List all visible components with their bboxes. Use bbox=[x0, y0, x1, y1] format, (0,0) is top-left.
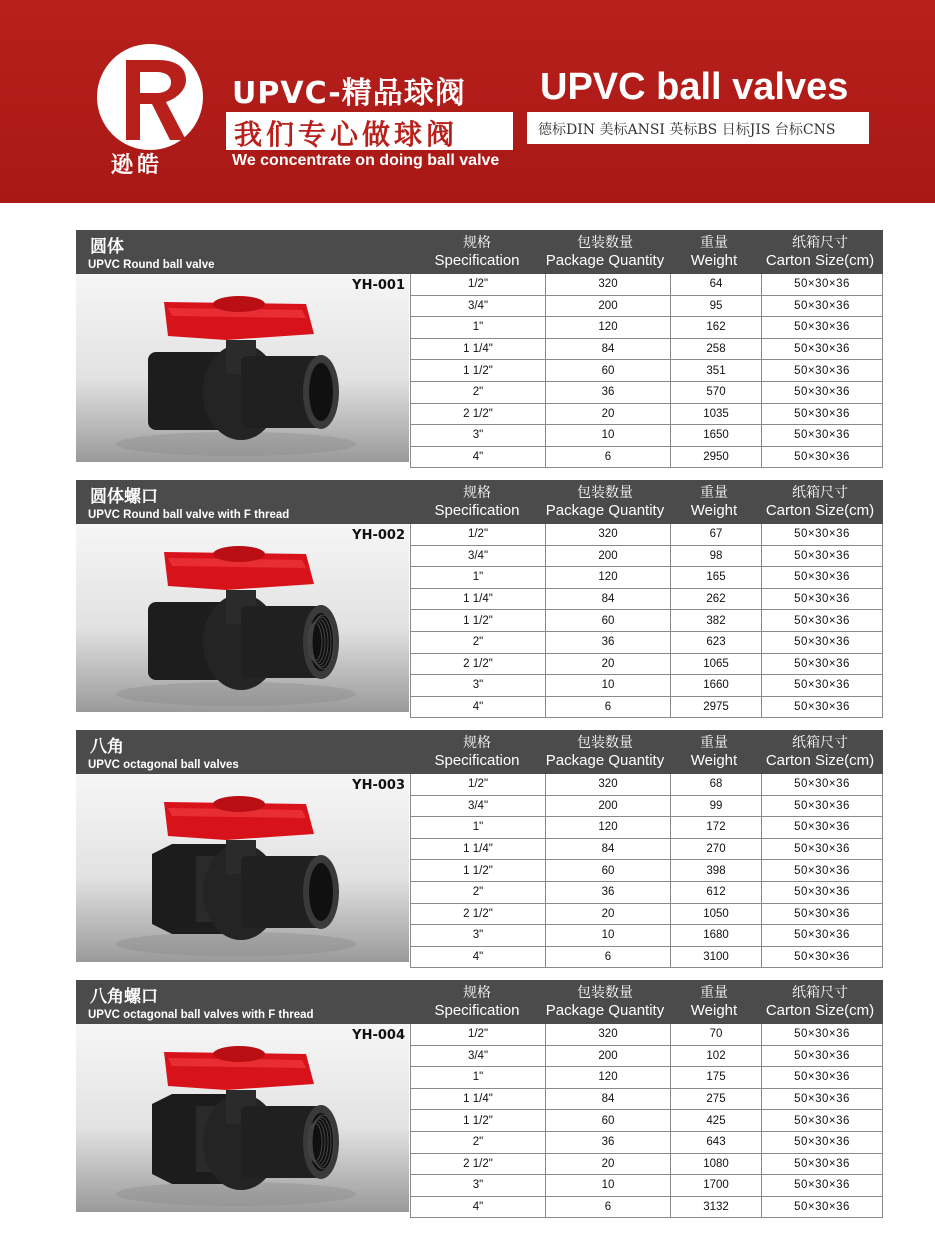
section-header bbox=[76, 230, 883, 274]
table-row bbox=[411, 360, 883, 382]
table-row bbox=[411, 1067, 883, 1089]
carton-cell: 50×30×36 bbox=[762, 817, 883, 839]
quantity-cell: 120 bbox=[546, 567, 671, 589]
quantity-cell: 200 bbox=[546, 295, 671, 317]
product-section-yh-004 bbox=[76, 980, 883, 1214]
table-row bbox=[411, 903, 883, 925]
weight-cell: 382 bbox=[671, 610, 762, 632]
quantity-cell: 120 bbox=[546, 1067, 671, 1089]
section-title-en: UPVC Round ball valve with F thread bbox=[88, 509, 290, 521]
weight-cell: 64 bbox=[671, 274, 762, 295]
table-row bbox=[411, 403, 883, 425]
carton-cell: 50×30×36 bbox=[762, 425, 883, 447]
product-section-yh-002 bbox=[76, 480, 883, 714]
brand-name: 逊皓 bbox=[111, 153, 164, 178]
size-cell: 1 1/2" bbox=[411, 610, 546, 632]
column-header-specification: 规格 Specification bbox=[434, 485, 520, 519]
table-row bbox=[411, 524, 883, 545]
carton-cell: 50×30×36 bbox=[762, 1175, 883, 1197]
size-cell: 4" bbox=[411, 446, 546, 468]
table-row bbox=[411, 653, 883, 675]
spec-table bbox=[410, 524, 883, 718]
size-cell: 4" bbox=[411, 1196, 546, 1218]
weight-cell: 1050 bbox=[671, 903, 762, 925]
quantity-cell: 200 bbox=[546, 545, 671, 567]
quantity-cell: 10 bbox=[546, 925, 671, 947]
section-title-cn: 八角螺口 bbox=[90, 987, 158, 1007]
table-row bbox=[411, 1196, 883, 1218]
size-cell: 3" bbox=[411, 425, 546, 447]
table-row bbox=[411, 881, 883, 903]
carton-cell: 50×30×36 bbox=[762, 274, 883, 295]
standards-text: 德标DIN 美标ANSI 英标BS 日标JIS 台标CNS bbox=[538, 122, 836, 138]
section-title-cn: 圆体 bbox=[90, 237, 124, 257]
carton-cell: 50×30×36 bbox=[762, 360, 883, 382]
weight-cell: 3132 bbox=[671, 1196, 762, 1218]
quantity-cell: 60 bbox=[546, 860, 671, 882]
carton-cell: 50×30×36 bbox=[762, 317, 883, 339]
size-cell: 1" bbox=[411, 567, 546, 589]
weight-cell: 175 bbox=[671, 1067, 762, 1089]
column-header-specification: 规格 Specification bbox=[434, 985, 520, 1019]
carton-cell: 50×30×36 bbox=[762, 446, 883, 468]
carton-cell: 50×30×36 bbox=[762, 1024, 883, 1045]
table-row bbox=[411, 795, 883, 817]
size-cell: 1/2" bbox=[411, 274, 546, 295]
column-header-carton: 纸箱尺寸 Carton Size(cm) bbox=[765, 485, 875, 519]
quantity-cell: 120 bbox=[546, 317, 671, 339]
weight-cell: 1700 bbox=[671, 1175, 762, 1197]
section-title-cn: 八角 bbox=[90, 737, 124, 757]
carton-cell: 50×30×36 bbox=[762, 860, 883, 882]
carton-cell: 50×30×36 bbox=[762, 545, 883, 567]
table-row bbox=[411, 317, 883, 339]
page-title-cn: UPVC-精品球阀 bbox=[232, 76, 466, 111]
quantity-cell: 20 bbox=[546, 403, 671, 425]
section-header bbox=[76, 980, 883, 1024]
quantity-cell: 120 bbox=[546, 817, 671, 839]
column-header-weight: 重量 Weight bbox=[690, 985, 738, 1019]
size-cell: 1 1/4" bbox=[411, 338, 546, 360]
table-row bbox=[411, 1153, 883, 1175]
size-cell: 3/4" bbox=[411, 295, 546, 317]
column-header-quantity: 包装数量 Package Quantity bbox=[545, 235, 665, 269]
quantity-cell: 320 bbox=[546, 524, 671, 545]
weight-cell: 643 bbox=[671, 1131, 762, 1153]
product-photo bbox=[76, 274, 409, 462]
product-section-yh-001 bbox=[76, 230, 883, 464]
section-header bbox=[76, 480, 883, 524]
table-row bbox=[411, 567, 883, 589]
table-row bbox=[411, 588, 883, 610]
quantity-cell: 10 bbox=[546, 425, 671, 447]
weight-cell: 99 bbox=[671, 795, 762, 817]
quantity-cell: 320 bbox=[546, 1024, 671, 1045]
weight-cell: 612 bbox=[671, 881, 762, 903]
weight-cell: 1065 bbox=[671, 653, 762, 675]
weight-cell: 172 bbox=[671, 817, 762, 839]
quantity-cell: 20 bbox=[546, 653, 671, 675]
table-row bbox=[411, 817, 883, 839]
carton-cell: 50×30×36 bbox=[762, 588, 883, 610]
quantity-cell: 10 bbox=[546, 1175, 671, 1197]
carton-cell: 50×30×36 bbox=[762, 403, 883, 425]
section-title-en: UPVC octagonal ball valves with F thread bbox=[88, 1009, 314, 1021]
carton-cell: 50×30×36 bbox=[762, 881, 883, 903]
model-number: YH-002 bbox=[352, 528, 405, 543]
size-cell: 1 1/2" bbox=[411, 360, 546, 382]
weight-cell: 425 bbox=[671, 1110, 762, 1132]
size-cell: 2" bbox=[411, 631, 546, 653]
model-number: YH-004 bbox=[352, 1028, 405, 1043]
table-row bbox=[411, 446, 883, 468]
size-cell: 2 1/2" bbox=[411, 653, 546, 675]
quantity-cell: 36 bbox=[546, 381, 671, 403]
carton-cell: 50×30×36 bbox=[762, 381, 883, 403]
column-header-quantity: 包装数量 Package Quantity bbox=[545, 735, 665, 769]
carton-cell: 50×30×36 bbox=[762, 696, 883, 718]
header-banner bbox=[0, 0, 935, 203]
size-cell: 4" bbox=[411, 946, 546, 968]
size-cell: 1" bbox=[411, 817, 546, 839]
weight-cell: 262 bbox=[671, 588, 762, 610]
product-photo bbox=[76, 1024, 409, 1212]
weight-cell: 165 bbox=[671, 567, 762, 589]
weight-cell: 1680 bbox=[671, 925, 762, 947]
quantity-cell: 36 bbox=[546, 881, 671, 903]
carton-cell: 50×30×36 bbox=[762, 524, 883, 545]
size-cell: 3/4" bbox=[411, 795, 546, 817]
weight-cell: 2950 bbox=[671, 446, 762, 468]
size-cell: 1/2" bbox=[411, 524, 546, 545]
ball-valve-icon bbox=[76, 1024, 409, 1212]
carton-cell: 50×30×36 bbox=[762, 610, 883, 632]
table-row bbox=[411, 295, 883, 317]
size-cell: 2" bbox=[411, 881, 546, 903]
table-row bbox=[411, 425, 883, 447]
carton-cell: 50×30×36 bbox=[762, 1153, 883, 1175]
table-row bbox=[411, 1110, 883, 1132]
quantity-cell: 36 bbox=[546, 631, 671, 653]
column-header-weight: 重量 Weight bbox=[690, 735, 738, 769]
quantity-cell: 60 bbox=[546, 1110, 671, 1132]
size-cell: 2" bbox=[411, 1131, 546, 1153]
table-row bbox=[411, 1131, 883, 1153]
spec-table bbox=[410, 774, 883, 968]
table-row bbox=[411, 381, 883, 403]
table-row bbox=[411, 274, 883, 295]
quantity-cell: 36 bbox=[546, 1131, 671, 1153]
quantity-cell: 84 bbox=[546, 1088, 671, 1110]
size-cell: 1 1/4" bbox=[411, 838, 546, 860]
slogan-en: We concentrate on doing ball valve bbox=[232, 152, 500, 169]
weight-cell: 98 bbox=[671, 545, 762, 567]
size-cell: 1" bbox=[411, 1067, 546, 1089]
table-row bbox=[411, 1088, 883, 1110]
column-header-weight: 重量 Weight bbox=[690, 485, 738, 519]
brand-logo-icon bbox=[96, 42, 204, 152]
quantity-cell: 10 bbox=[546, 675, 671, 697]
column-header-carton: 纸箱尺寸 Carton Size(cm) bbox=[765, 985, 875, 1019]
quantity-cell: 6 bbox=[546, 1196, 671, 1218]
table-row bbox=[411, 675, 883, 697]
product-photo bbox=[76, 774, 409, 962]
weight-cell: 68 bbox=[671, 774, 762, 795]
quantity-cell: 6 bbox=[546, 946, 671, 968]
weight-cell: 270 bbox=[671, 838, 762, 860]
table-row bbox=[411, 838, 883, 860]
size-cell: 4" bbox=[411, 696, 546, 718]
size-cell: 1 1/2" bbox=[411, 1110, 546, 1132]
spec-table bbox=[410, 274, 883, 468]
column-header-quantity: 包装数量 Package Quantity bbox=[545, 485, 665, 519]
weight-cell: 3100 bbox=[671, 946, 762, 968]
section-title-en: UPVC Round ball valve bbox=[88, 259, 215, 271]
weight-cell: 2975 bbox=[671, 696, 762, 718]
weight-cell: 162 bbox=[671, 317, 762, 339]
column-header-specification: 规格 Specification bbox=[434, 235, 520, 269]
size-cell: 1" bbox=[411, 317, 546, 339]
page-title-en: UPVC ball valves bbox=[540, 66, 849, 108]
weight-cell: 570 bbox=[671, 381, 762, 403]
size-cell: 2 1/2" bbox=[411, 403, 546, 425]
ball-valve-icon bbox=[76, 524, 409, 712]
weight-cell: 351 bbox=[671, 360, 762, 382]
weight-cell: 275 bbox=[671, 1088, 762, 1110]
weight-cell: 102 bbox=[671, 1045, 762, 1067]
weight-cell: 258 bbox=[671, 338, 762, 360]
carton-cell: 50×30×36 bbox=[762, 1131, 883, 1153]
carton-cell: 50×30×36 bbox=[762, 653, 883, 675]
carton-cell: 50×30×36 bbox=[762, 675, 883, 697]
column-header-weight: 重量 Weight bbox=[690, 235, 738, 269]
weight-cell: 1035 bbox=[671, 403, 762, 425]
size-cell: 3" bbox=[411, 1175, 546, 1197]
spec-table bbox=[410, 1024, 883, 1218]
carton-cell: 50×30×36 bbox=[762, 295, 883, 317]
size-cell: 1 1/4" bbox=[411, 588, 546, 610]
ball-valve-icon bbox=[76, 274, 409, 462]
size-cell: 1/2" bbox=[411, 774, 546, 795]
table-row bbox=[411, 946, 883, 968]
table-row bbox=[411, 631, 883, 653]
section-title-en: UPVC octagonal ball valves bbox=[88, 759, 239, 771]
weight-cell: 1660 bbox=[671, 675, 762, 697]
quantity-cell: 60 bbox=[546, 610, 671, 632]
quantity-cell: 20 bbox=[546, 1153, 671, 1175]
quantity-cell: 84 bbox=[546, 838, 671, 860]
slogan-cn: 我们专心做球阀 bbox=[234, 118, 459, 151]
weight-cell: 398 bbox=[671, 860, 762, 882]
carton-cell: 50×30×36 bbox=[762, 567, 883, 589]
table-row bbox=[411, 774, 883, 795]
table-row bbox=[411, 1024, 883, 1045]
section-header bbox=[76, 730, 883, 774]
ball-valve-icon bbox=[76, 774, 409, 962]
quantity-cell: 20 bbox=[546, 903, 671, 925]
weight-cell: 623 bbox=[671, 631, 762, 653]
product-section-yh-003 bbox=[76, 730, 883, 964]
quantity-cell: 60 bbox=[546, 360, 671, 382]
quantity-cell: 84 bbox=[546, 588, 671, 610]
table-row bbox=[411, 925, 883, 947]
weight-cell: 1650 bbox=[671, 425, 762, 447]
carton-cell: 50×30×36 bbox=[762, 1110, 883, 1132]
carton-cell: 50×30×36 bbox=[762, 946, 883, 968]
carton-cell: 50×30×36 bbox=[762, 795, 883, 817]
carton-cell: 50×30×36 bbox=[762, 1045, 883, 1067]
carton-cell: 50×30×36 bbox=[762, 1196, 883, 1218]
quantity-cell: 200 bbox=[546, 795, 671, 817]
carton-cell: 50×30×36 bbox=[762, 631, 883, 653]
size-cell: 2 1/2" bbox=[411, 903, 546, 925]
carton-cell: 50×30×36 bbox=[762, 838, 883, 860]
table-row bbox=[411, 696, 883, 718]
column-header-specification: 规格 Specification bbox=[434, 735, 520, 769]
weight-cell: 1080 bbox=[671, 1153, 762, 1175]
quantity-cell: 200 bbox=[546, 1045, 671, 1067]
weight-cell: 70 bbox=[671, 1024, 762, 1045]
product-photo bbox=[76, 524, 409, 712]
table-row bbox=[411, 1175, 883, 1197]
model-number: YH-003 bbox=[352, 778, 405, 793]
size-cell: 3" bbox=[411, 675, 546, 697]
carton-cell: 50×30×36 bbox=[762, 903, 883, 925]
table-row bbox=[411, 610, 883, 632]
quantity-cell: 84 bbox=[546, 338, 671, 360]
table-row bbox=[411, 338, 883, 360]
size-cell: 2" bbox=[411, 381, 546, 403]
quantity-cell: 6 bbox=[546, 696, 671, 718]
size-cell: 3/4" bbox=[411, 545, 546, 567]
carton-cell: 50×30×36 bbox=[762, 1067, 883, 1089]
model-number: YH-001 bbox=[352, 278, 405, 293]
column-header-carton: 纸箱尺寸 Carton Size(cm) bbox=[765, 735, 875, 769]
table-row bbox=[411, 545, 883, 567]
carton-cell: 50×30×36 bbox=[762, 774, 883, 795]
size-cell: 1 1/4" bbox=[411, 1088, 546, 1110]
weight-cell: 67 bbox=[671, 524, 762, 545]
size-cell: 1 1/2" bbox=[411, 860, 546, 882]
quantity-cell: 320 bbox=[546, 274, 671, 295]
size-cell: 3" bbox=[411, 925, 546, 947]
quantity-cell: 320 bbox=[546, 774, 671, 795]
column-header-carton: 纸箱尺寸 Carton Size(cm) bbox=[765, 235, 875, 269]
size-cell: 3/4" bbox=[411, 1045, 546, 1067]
table-row bbox=[411, 1045, 883, 1067]
column-header-quantity: 包装数量 Package Quantity bbox=[545, 985, 665, 1019]
carton-cell: 50×30×36 bbox=[762, 338, 883, 360]
table-row bbox=[411, 860, 883, 882]
quantity-cell: 6 bbox=[546, 446, 671, 468]
section-title-cn: 圆体螺口 bbox=[90, 487, 158, 507]
carton-cell: 50×30×36 bbox=[762, 1088, 883, 1110]
weight-cell: 95 bbox=[671, 295, 762, 317]
size-cell: 1/2" bbox=[411, 1024, 546, 1045]
size-cell: 2 1/2" bbox=[411, 1153, 546, 1175]
carton-cell: 50×30×36 bbox=[762, 925, 883, 947]
